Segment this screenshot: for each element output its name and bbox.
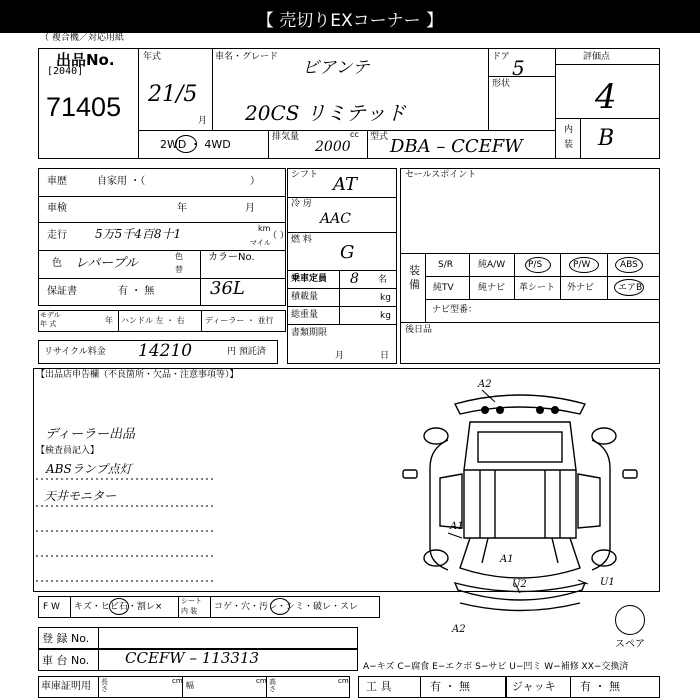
year-unit: 月 xyxy=(198,116,208,126)
diagram-mark-u2: U2 xyxy=(512,579,527,590)
inspection-label: 車検 xyxy=(47,203,67,214)
fw-sheet-1: シート xyxy=(181,597,202,605)
equip-airbag: エアB xyxy=(618,283,643,293)
chassis-value: CCEFW – 113313 xyxy=(125,649,260,667)
history-label: 車歴 xyxy=(47,176,67,187)
docs-month: 月 xyxy=(335,351,345,361)
color-change-1: 色 xyxy=(175,252,183,261)
year-label: 年式 xyxy=(143,52,162,62)
mileage-paren: （ ） xyxy=(268,231,289,241)
jack-value: 有 ・ 無 xyxy=(580,680,620,693)
model-label: 型式 xyxy=(370,132,389,142)
equip-sr: S/R xyxy=(438,260,453,270)
recycle-label: リサイクル料金 xyxy=(44,347,106,357)
equip-abs: ABS xyxy=(620,260,638,270)
banner-title: 【 売切りEXコーナー 】 xyxy=(256,11,444,31)
lot-tag: [2040] xyxy=(47,66,84,77)
history-value: 自家用 ・（ xyxy=(97,176,146,187)
door-value: 5 xyxy=(512,56,525,80)
sales-label: セールスポイント xyxy=(405,170,477,180)
cert-label: 車庫証明用 xyxy=(41,681,91,692)
model-year-year: 年 xyxy=(105,316,113,325)
inspection-year: 年 xyxy=(177,203,187,214)
car-diagram xyxy=(400,378,640,638)
capacity-label: 乗車定員 xyxy=(291,274,328,284)
drive-circle xyxy=(175,135,197,153)
score-value: 4 xyxy=(595,77,617,117)
post-label: 後日品 xyxy=(405,325,433,335)
diagram-mark-a1-left: A1 xyxy=(450,521,464,532)
chassis-label: 車 台 No. xyxy=(42,654,90,667)
equip-pw: P/W xyxy=(573,260,591,270)
lot-number: 71405 xyxy=(46,92,122,122)
diagram-mark-a2-bottom: A2 xyxy=(452,624,466,635)
docs-label: 書類期限 xyxy=(291,328,328,338)
shift-value: AT xyxy=(333,174,358,195)
spare-circle xyxy=(615,605,645,635)
fw-sheet-2: 内 装 xyxy=(181,607,198,615)
mileage-unit-mile: マイル xyxy=(250,239,271,247)
inspector-line-2: 天井モニター xyxy=(44,489,117,503)
model-year-handle: ハンドル 左 ・ 右 xyxy=(121,316,185,325)
diagram-mark-a2-top: A2 xyxy=(478,379,492,390)
cert-length: 長さ xyxy=(101,678,108,693)
drive-label: 2WD ・ 4WD xyxy=(160,138,231,151)
door-label: ドア xyxy=(492,52,510,62)
fw-label: F W xyxy=(43,602,60,612)
fw-text: キズ・ヒビ石・割レ× xyxy=(74,602,163,612)
car-label: 車名・グレード xyxy=(215,52,279,62)
capacity-value: 8 xyxy=(350,271,359,287)
tools-label: 工 具 xyxy=(366,680,392,693)
weight-label: 総重量 xyxy=(291,310,319,320)
registration-label: 登 録 No. xyxy=(42,632,90,645)
dash-line-4 xyxy=(36,553,216,559)
car-grade: 20CS リミテッド xyxy=(245,101,406,125)
inspection-month: 月 xyxy=(245,203,255,214)
fuel-label: 燃 料 xyxy=(291,235,312,245)
ac-value: AAC xyxy=(320,211,351,227)
dash-line-2 xyxy=(36,503,216,509)
ac-label: 冷 房 xyxy=(291,199,312,209)
cert-height-unit: cm xyxy=(338,677,349,685)
equip-tv: 純TV xyxy=(433,283,454,293)
history-close: ） xyxy=(250,176,260,187)
color-value: レパープル xyxy=(75,256,138,271)
score-label: 評価点 xyxy=(583,52,611,62)
dash-line-5 xyxy=(36,578,216,584)
displacement-label: 排気量 xyxy=(272,132,300,142)
jack-label: ジャッキ xyxy=(512,680,556,693)
lot-label: 出品No. xyxy=(56,51,115,69)
equip-aw: 純A/W xyxy=(478,260,506,270)
color-change-2: 替 xyxy=(175,265,183,274)
dash-line-3 xyxy=(36,528,216,534)
capacity-unit: 名 xyxy=(378,275,388,285)
recycle-value: 14210 xyxy=(138,341,193,361)
shape-label: 形状 xyxy=(492,79,511,89)
legend: A−キズ C−腐食 E−エクボ S−サビ U−凹ミ W−補修 XX−交換済 xyxy=(363,662,629,672)
mileage-label: 走行 xyxy=(47,230,67,241)
car-name: ビアンテ xyxy=(302,58,370,78)
load-label: 積載量 xyxy=(291,292,319,302)
shift-label: シフト xyxy=(291,170,319,180)
interior-label-1: 内 xyxy=(564,125,574,135)
inspector-label: 【検査員記入】 xyxy=(36,446,100,456)
docs-day: 日 xyxy=(380,351,390,361)
displacement-value: 2000 xyxy=(315,139,351,155)
equip-navi: 純ナビ xyxy=(478,283,506,293)
displacement-unit: cc xyxy=(350,130,359,139)
weight-unit: kg xyxy=(380,311,391,321)
color-code-value: 36L xyxy=(210,278,245,299)
mileage-unit-km: km xyxy=(258,224,271,233)
color-code-label: カラーNo. xyxy=(208,252,255,263)
model-value: DBA – CCEFW xyxy=(390,136,523,157)
equip-ps: P/S xyxy=(528,260,543,270)
cert-height: 高さ xyxy=(269,678,276,693)
inspector-line-1: ABSランプ点灯 xyxy=(46,462,132,476)
diagram-mark-a1-mid: A1 xyxy=(500,554,514,565)
equip-navi-model: ナビ型番： xyxy=(432,305,478,315)
cert-length-unit: cm xyxy=(172,677,183,685)
warranty-label: 保証書 xyxy=(47,286,77,297)
spare-label: スペア xyxy=(615,639,645,650)
equip-ext-navi: 外ナビ xyxy=(567,283,595,293)
interior-label-2: 装 xyxy=(564,140,574,150)
model-year-dealer: ディーラー ・ 並行 xyxy=(205,316,274,325)
equip-label: 装 備 xyxy=(409,264,420,291)
interior-value: B xyxy=(598,126,615,151)
warranty-value: 有 ・ 無 xyxy=(118,286,155,297)
load-unit: kg xyxy=(380,293,391,303)
fw-sheet-text: コゲ・穴・汚レ・シミ・破レ・スレ xyxy=(214,602,359,612)
model-year-label-1: モデル xyxy=(40,311,61,319)
cert-width: 幅 xyxy=(186,681,194,690)
equip-leather: 革シート xyxy=(519,283,556,293)
diagram-mark-u1: U1 xyxy=(600,577,615,588)
tools-value: 有 ・ 無 xyxy=(430,680,470,693)
declaration-note: ディーラー出品 xyxy=(45,427,135,442)
recycle-unit: 円 預託済 xyxy=(227,347,266,357)
declaration-label: 【出品店申告欄（不良箇所・欠品・注意事項等）】 xyxy=(36,370,239,380)
color-label: 色 xyxy=(52,258,62,269)
cert-width-unit: cm xyxy=(256,677,267,685)
dash-line-1 xyxy=(36,476,216,482)
fuel-value: G xyxy=(340,242,355,263)
top-note: （ 複合機／対応用紙 xyxy=(40,33,124,43)
year-value: 21/5 xyxy=(148,82,198,107)
model-year-label-2: 年 式 xyxy=(40,320,57,328)
mileage-value: 5万5千4百8十1 xyxy=(95,227,182,241)
